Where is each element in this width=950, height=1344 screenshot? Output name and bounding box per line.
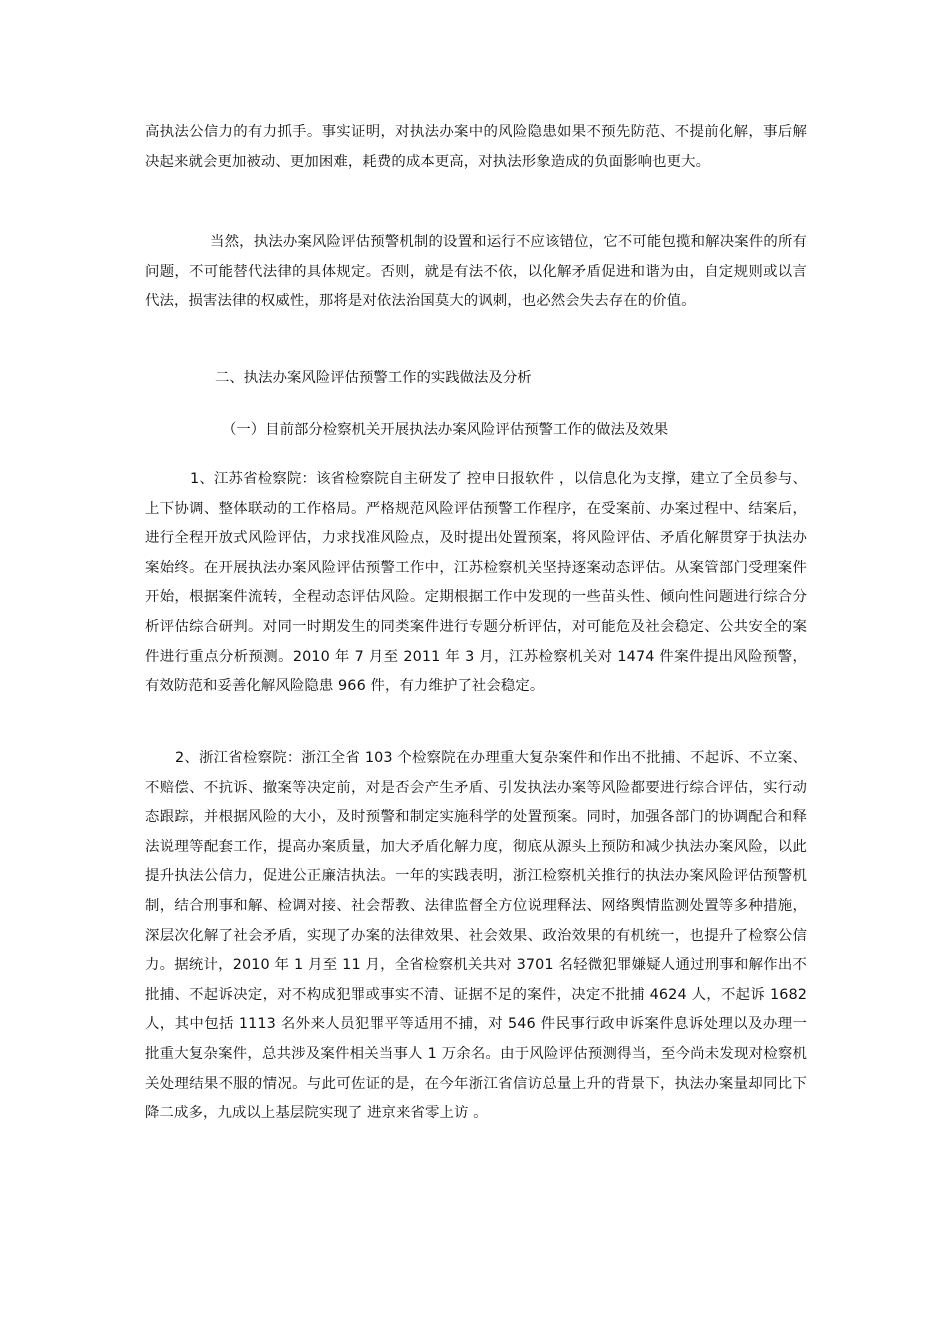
paragraph-continuation [145, 118, 807, 177]
section-heading: 二、执法办案风险评估预警工作的实践做法及分析 [215, 370, 532, 386]
subsection-heading: （一）目前部分检察机关开展执法办案风险评估预警工作的做法及效果 [222, 422, 669, 438]
paragraph-positioning [145, 228, 807, 317]
paragraph-text: 当然，执法办案风险评估预警机制的设置和运行不应该错位，它不可能包揽和解决案件的所有问题，不可能替代法律的具体规定。否则，就是有法不依，以化解矛盾促进和谐为由，自定规则或以言代法，损害法律的权威性，那将是对依法治国莫大的讽刺，也必然会失去存在的价值。 [145, 234, 807, 310]
paragraph-jiangsu [145, 465, 807, 702]
paragraph-text: 2、浙江省检察院：浙江全省 103 个检察院在办理重大复杂案件和作出不批捕、不起诉、不立案、不赔偿、不抗诉、撤案等决定前，对是否会产生矛盾、引发执法办案等风险都要进行综合评估，实行动态跟踪，并根据风险的大小，及时预警和制定实施科学的处置预案。同时，加强各部门的协调配合和释法说理等配套工作，提高办案质量，加大矛盾化解力度，彻底从源头上预防和减少执法办案风险，以此提升执法公信力，促进公正廉洁执法。一年的实践表明，浙江检察机关推行的执法办案风险评估预警机制，结合刑事和解、检调对接、社会帮教、法律监督全方位说理释法、网络舆情监测处置等多种措施，深层次化解了社会矛盾，实现了办案的法律效果、社会效果、政治效果的有机统一，也提升了检察公信力。据统计，2010 年 1 月至 11 月，全省检察机关共对 3701 名轻微犯罪嫌疑人通过刑事和解作出不批捕、不起诉决定，对不构成犯罪或事实不清、证据不足的案件，决定不批捕 4624 人，不起诉 1682 人，其中包括 1113 名外来人员犯罪平等适用不捕，对 546 件民事行政申诉案件息诉处理以及办理一批重大复杂案件，总共涉及案件相关当事人 1 万余名。由于风险评估预测得当，至今尚未发现对检察机关处理结果不服的情况。与此可佐证的是，在今年浙江省信访总量上升的背景下，执法办案量却同比下降二成多，九成以上基层院实现了 进京来省零上访 。 [145, 750, 807, 1122]
paragraph-zhejiang [145, 744, 807, 1129]
paragraph-text: 1、江苏省检察院：该省检察院自主研发了 控申日报软件 ，以信息化为支撑，建立了全员参与、上下协调、整体联动的工作格局。严格规范风险评估预警工作程序，在受案前、办案过程中、结案后，进行全程开放式风险评估，力求找准风险点，及时提出处置预案，将风险评估、矛盾化解贯穿于执法办案始终。在开展执法办案风险评估预警工作中，江苏检察机关坚持逐案动态评估。从案管部门受理案件开始，根据案件流转，全程动态评估风险。定期根据工作中发现的一些苗头性、倾向性问题进行综合分析评估综合研判。对同一时期发生的同类案件进行专题分析评估，对可能危及社会稳定、公共安全的案件进行重点分析预测。2010 年 7 月至 2011 年 3 月，江苏检察机关对 1474 件案件提出风险预警，有效防范和妥善化解风险隐患 966 件，有力维护了社会稳定。 [145, 471, 807, 695]
paragraph-text: 高执法公信力的有力抓手。事实证明，对执法办案中的风险隐患如果不预先防范、不提前化解，事后解决起来就会更加被动、更加困难，耗费的成本更高，对执法形象造成的负面影响也更大。 [145, 124, 807, 170]
